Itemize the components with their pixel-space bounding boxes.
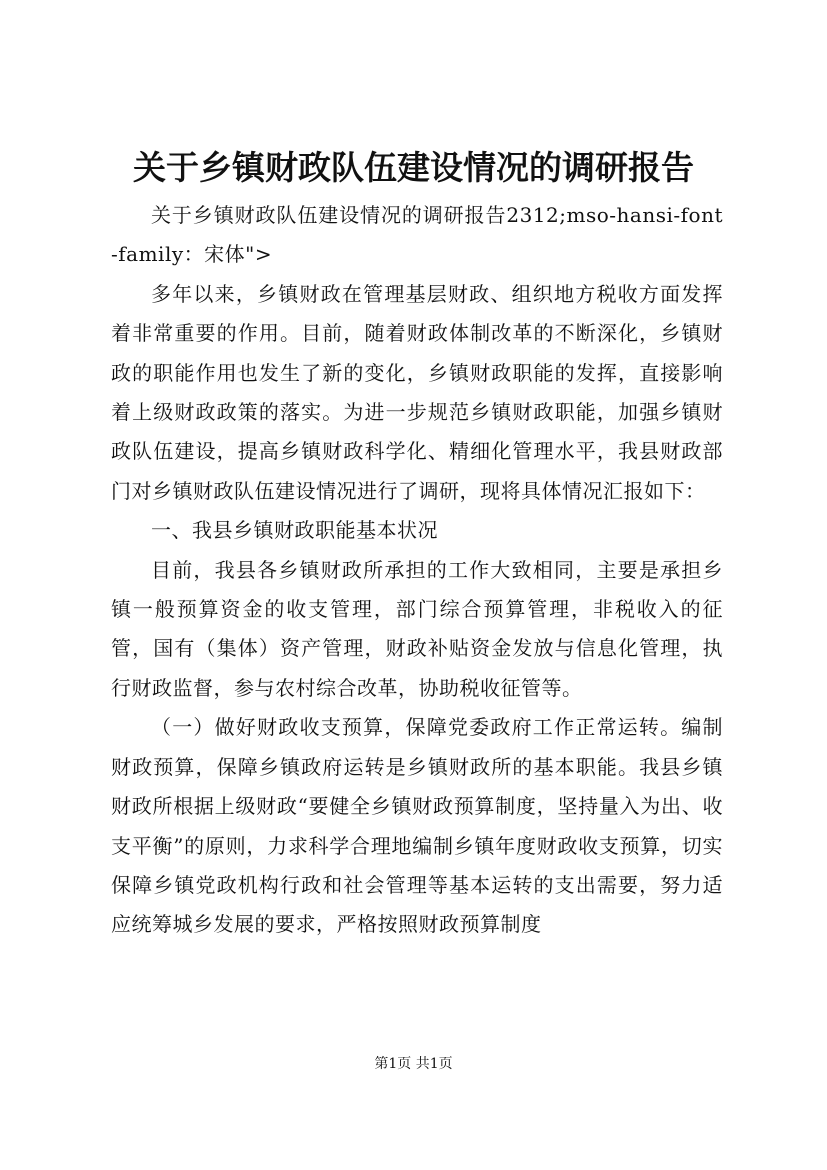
paragraph-functions: 目前，我县各乡镇财政所承担的工作大致相同，主要是承担乡镇一般预算资金的收支管理，部门综合预算管理，非税收入的征管，国有（集体）资产管理，财政补贴资金发放与信息化管理，执行财政监督，参与农村综合改革，协助税收征管等。: [111, 557, 723, 700]
document-title: 关于乡镇财政队伍建设情况的调研报告: [133, 148, 694, 187]
page-footer: 第1页 共1页: [374, 1056, 453, 1072]
paragraph-budget: （一）做好财政收支预算，保障党委政府工作正常运转。编制财政预算，保障乡镇政府运转是乡镇财政所的基本职能。我县乡镇财政所根据上级财政“要健全乡镇财政预算制度，坚持量入为出、收支平衡”的原则，力求科学合理地编制乡镇年度财政收支预算，切实保障乡镇党政机构行政和社会管理等基本运转的支出需要，努力适应统筹城乡发展的要求，严格按照财政预算制度: [111, 715, 723, 937]
document-body: [111, 196, 723, 945]
paragraph-intro: 关于乡镇财政队伍建设情况的调研报告2312;mso-hansi-font-family：宋体">: [111, 203, 723, 267]
section-heading-1: 一、我县乡镇财政职能基本状况: [151, 518, 438, 543]
paragraph-background: 多年以来，乡镇财政在管理基层财政、组织地方税收方面发挥着非常重要的作用。目前，随着财政体制改革的不断深化，乡镇财政的职能作用也发生了新的变化，乡镇财政职能的发挥，直接影响着上级财政政策的落实。为进一步规范乡镇财政职能，加强乡镇财政队伍建设，提高乡镇财政科学化、精细化管理水平，我县财政部门对乡镇财政队伍建设情况进行了调研，现将具体情况汇报如下：: [111, 281, 723, 503]
